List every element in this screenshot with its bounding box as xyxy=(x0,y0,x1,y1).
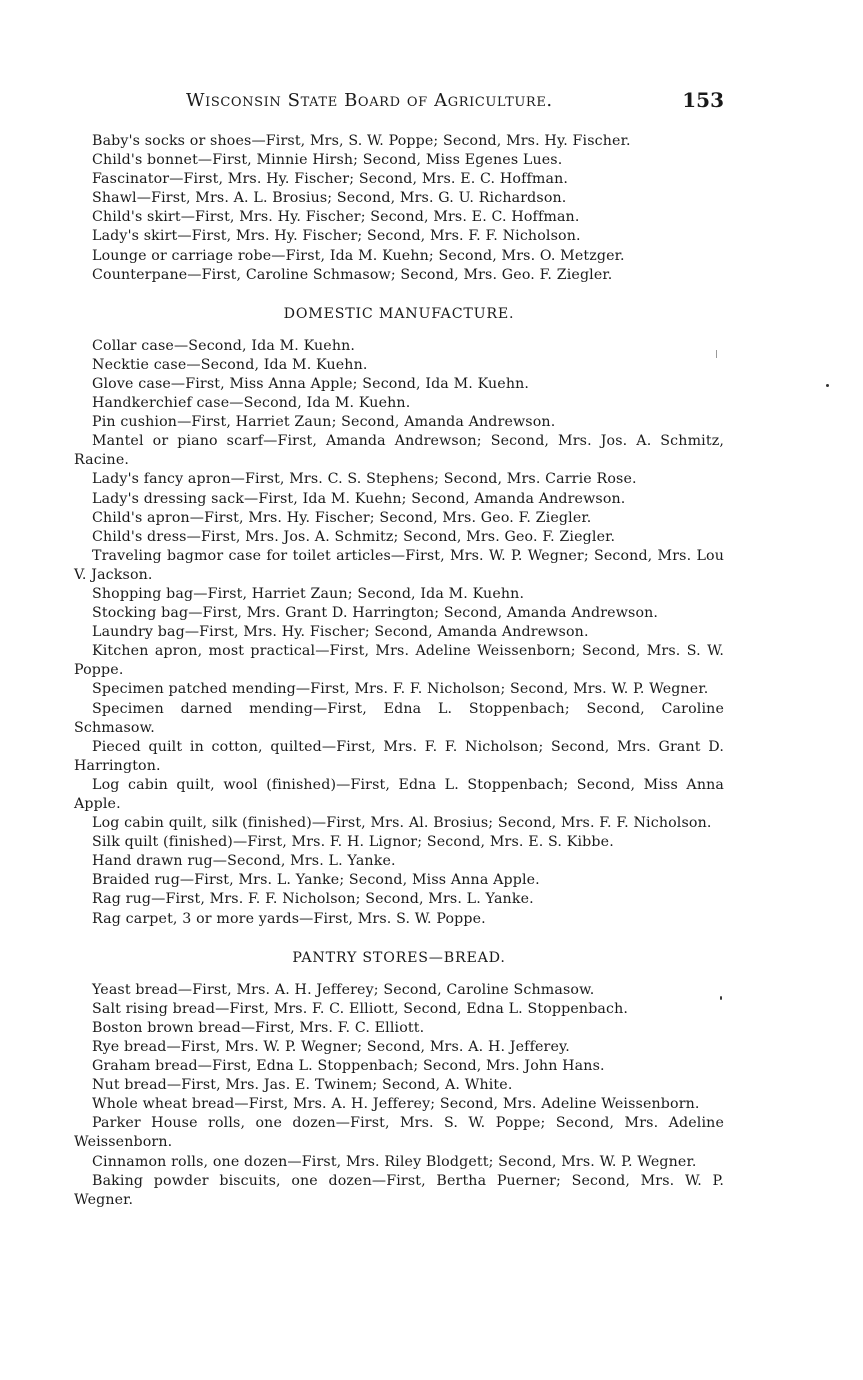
scan-speck xyxy=(826,384,829,387)
award-entry: Yeast bread—First, Mrs. A. H. Jefferey; Second, Caroline Schmasow. xyxy=(92,981,595,998)
award-entry: Cinnamon rolls, one dozen—First, Mrs. Riley Blodgett; Second, Mrs. W. P. Wegner. xyxy=(92,1153,697,1170)
award-entry: Counterpane—First, Caroline Schmasow; Second, Mrs. Geo. F. Ziegler. xyxy=(92,266,613,283)
award-entry: Lounge or carriage robe—First, Ida M. Kuehn; Second, Mrs. O. Metzger. xyxy=(92,247,625,264)
award-list xyxy=(74,132,724,285)
award-entry: Log cabin quilt, silk (finished)—First, Mrs. Al. Brosius; Second, Mrs. F. F. Nicholson. xyxy=(92,815,712,832)
award-entry: Shopping bag—First, Harriet Zaun; Second, Ida M. Kuehn. xyxy=(92,585,525,602)
award-entry: Hand drawn rug—Second, Mrs. L. Yanke. xyxy=(92,853,396,870)
award-entry: Log cabin quilt, wool (finished)—First, Edna L. Stoppenbach; Second, Miss Anna Apple. xyxy=(74,776,724,812)
award-entry: Parker House rolls, one dozen—First, Mrs. S. W. Poppe; Second, Mrs. Adeline Weissenborn. xyxy=(74,1115,724,1151)
award-entry: Collar case—Second, Ida M. Kuehn. xyxy=(92,337,356,354)
award-entry: Child's bonnet—First, Minnie Hirsh; Second, Miss Egenes Lues. xyxy=(92,152,563,169)
award-entry: Rye bread—First, Mrs. W. P. Wegner; Second, Mrs. A. H. Jefferey. xyxy=(92,1038,570,1055)
award-entry: Mantel or piano scarf—First, Amanda Andrewson; Second, Mrs. Jos. A. Schmitz, Racine. xyxy=(74,433,724,469)
award-entry: Graham bread—First, Edna L. Stoppenbach; Second, Mrs. John Hans. xyxy=(92,1058,605,1075)
award-entry: Fascinator—First, Mrs. Hy. Fischer; Second, Mrs. E. C. Hoffman. xyxy=(92,171,569,188)
section-heading: PANTRY STORES—BREAD. xyxy=(292,949,506,966)
award-entry: Shawl—First, Mrs. A. L. Brosius; Second, Mrs. G. U. Richardson. xyxy=(92,190,567,207)
award-entry: Child's apron—First, Mrs. Hy. Fischer; Second, Mrs. Geo. F. Ziegler. xyxy=(92,509,592,526)
award-entry: Glove case—First, Miss Anna Apple; Second, Ida M. Kuehn. xyxy=(92,375,530,392)
award-entry: Stocking bag—First, Mrs. Grant D. Harrington; Second, Amanda Andrewson. xyxy=(92,605,659,622)
award-entry: Lady's dressing sack—First, Ida M. Kuehn; Second, Amanda Andrewson. xyxy=(92,490,626,507)
award-entry: Nut bread—First, Mrs. Jas. E. Twinem; Second, A. White. xyxy=(92,1077,513,1094)
award-entry: Child's dress—First, Mrs. Jos. A. Schmitz; Second, Mrs. Geo. F. Ziegler. xyxy=(92,528,616,545)
award-entry: Traveling bagmor case for toilet articles—First, Mrs. W. P. Wegner; Second, Mrs. Lou V. Jackson. xyxy=(74,547,724,583)
section-heading: DOMESTIC MANUFACTURE. xyxy=(283,305,515,322)
award-list xyxy=(74,337,724,929)
award-entry: Kitchen apron, most practical—First, Mrs. Adeline Weissenborn; Second, Mrs. S. W. Poppe. xyxy=(74,643,724,679)
scan-speck xyxy=(716,350,717,358)
running-title: Wisconsin State Board of Agriculture. xyxy=(186,90,553,111)
award-entry: Necktie case—Second, Ida M. Kuehn. xyxy=(92,356,368,373)
award-entry: Child's skirt—First, Mrs. Hy. Fischer; Second, Mrs. E. C. Hoffman. xyxy=(92,209,580,226)
award-entry: Pieced quilt in cotton, quilted—First, Mrs. F. F. Nicholson; Second, Mrs. Grant D. Harrington. xyxy=(74,738,724,774)
award-entry: Rag rug—First, Mrs. F. F. Nicholson; Second, Mrs. L. Yanke. xyxy=(92,891,534,908)
award-entry: Lady's skirt—First, Mrs. Hy. Fischer; Second, Mrs. F. F. Nicholson. xyxy=(92,228,581,245)
award-entry: Baby's socks or shoes—First, Mrs, S. W. Poppe; Second, Mrs. Hy. Fischer. xyxy=(92,133,631,149)
award-entry: Braided rug—First, Mrs. L. Yanke; Second, Miss Anna Apple. xyxy=(92,872,540,889)
award-entry: Lady's fancy apron—First, Mrs. C. S. Stephens; Second, Mrs. Carrie Rose. xyxy=(92,471,637,488)
page-number: 153 xyxy=(682,88,724,112)
award-entry: Laundry bag—First, Mrs. Hy. Fischer; Second, Amanda Andrewson. xyxy=(92,624,589,641)
scan-speck xyxy=(720,996,722,1000)
award-entry: Handkerchief case—Second, Ida M. Kuehn. xyxy=(92,395,411,412)
award-entry: Silk quilt (finished)—First, Mrs. F. H. Lignor; Second, Mrs. E. S. Kibbe. xyxy=(92,834,614,851)
award-entry: Specimen patched mending—First, Mrs. F. F. Nicholson; Second, Mrs. W. P. Wegner. xyxy=(92,681,709,698)
document-page xyxy=(74,88,724,1210)
running-head xyxy=(74,88,724,118)
award-entry: Salt rising bread—First, Mrs. F. C. Elliott, Second, Edna L. Stoppenbach. xyxy=(92,1000,629,1017)
document-body xyxy=(74,132,724,1210)
award-entry: Boston brown bread—First, Mrs. F. C. Elliott. xyxy=(92,1019,425,1036)
award-entry: Pin cushion—First, Harriet Zaun; Second, Amanda Andrewson. xyxy=(92,414,556,431)
award-entry: Specimen darned mending—First, Edna L. Stoppenbach; Second, Caroline Schmasow. xyxy=(74,700,724,736)
award-entry: Baking powder biscuits, one dozen—First, Bertha Puerner; Second, Mrs. W. P. Wegner. xyxy=(74,1172,724,1208)
award-list xyxy=(74,981,724,1210)
award-entry: Whole wheat bread—First, Mrs. A. H. Jefferey; Second, Mrs. Adeline Weissenborn. xyxy=(92,1096,700,1113)
award-entry: Rag carpet, 3 or more yards—First, Mrs. S. W. Poppe. xyxy=(92,910,486,927)
